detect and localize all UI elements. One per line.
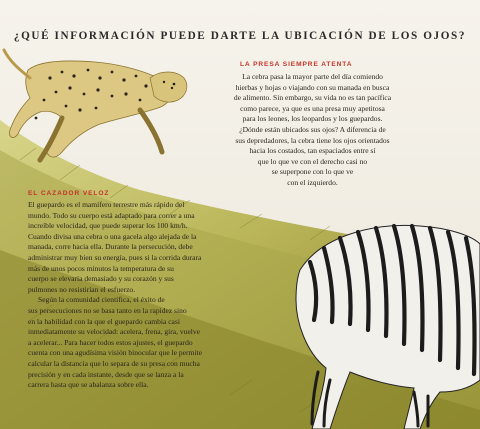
text-line: cuenta con una agudísima visión binocular que le permite: [28, 348, 202, 358]
text-line: se superpone con lo que ve: [271, 167, 354, 177]
text-line: que lo que ve con el derecho casi no: [257, 156, 368, 166]
prey-section-text: [205, 72, 420, 189]
page-title: ¿QUÉ INFORMACIÓN PUEDE DARTE LA UBICACIÓN DE LOS OJOS?: [13, 30, 467, 42]
text-line: más de unos pocos minutos la temperatura de su: [28, 263, 174, 273]
text-line: inmediatamente su velocidad: acelera, frena, gira, vuelve: [28, 327, 201, 337]
text-line: La cebra pasa la mayor parte del día comiendo: [242, 72, 383, 81]
text-line: hierbas y hojas o viajando con su manada en busca: [235, 82, 390, 92]
text-line: a acelerar... Para hacer todos estos ajustes, el guepardo: [28, 337, 193, 347]
text-line: administrar muy bien su energía, pues si la corrida durara: [28, 252, 202, 262]
text-line: en la habilidad con la que el guepardo cambia casi: [28, 316, 180, 326]
text-line: precisión y en cada instante, desde que se lanza a la: [28, 369, 184, 379]
text-line: increíble velocidad, que puede superar los 100 km/h.: [28, 221, 188, 231]
text-line: de alimento. Sin embargo, su vida no es tan pacífica: [233, 93, 392, 103]
hunter-section-title: EL CAZADOR VELOZ: [28, 190, 110, 197]
text-line: carrera hasta que se abalanza sobre ella.: [28, 380, 149, 390]
text-line: para los leones, los leopardos y los guepardos.: [242, 114, 383, 124]
text-line: calcular la distancia que lo separa de su presa con mucha: [28, 358, 200, 368]
text-line: con el izquierdo.: [287, 177, 338, 187]
hunter-section-text: [28, 200, 288, 391]
text-line: pulmones no resistirían el esfuerzo.: [28, 284, 136, 294]
text-line: sus depredadores, la cebra tiene los ojos orientados: [235, 135, 390, 145]
text-line: mundo. Todo su cuerpo está adaptado para correr a una: [28, 210, 195, 220]
text-line: sus persecuciones no se basa tanto en la rapidez sino: [28, 305, 187, 315]
text-line: manada, corre hacia ella. Durante la persecución, debe: [28, 242, 193, 252]
text-line: hacia los costados, tan espaciados entre sí: [249, 146, 376, 156]
text-line: Cuando divisa una cebra o una gacela algo alejada de la: [28, 231, 197, 241]
text-line: como parece, ya que es una presa muy apetitosa: [240, 103, 385, 113]
text-line: cuerpo se elevaría demasiado y su corazón y sus: [28, 274, 174, 284]
text-line: El guepardo es el mamífero terrestre más rápido del: [28, 200, 185, 209]
text-line: Según la comunidad científica, el éxito de: [38, 295, 165, 305]
text-line: ¿Dónde están ubicados sus ojos? A diferencia de: [239, 124, 386, 134]
prey-section-title: LA PRESA SIEMPRE ATENTA: [240, 61, 353, 68]
